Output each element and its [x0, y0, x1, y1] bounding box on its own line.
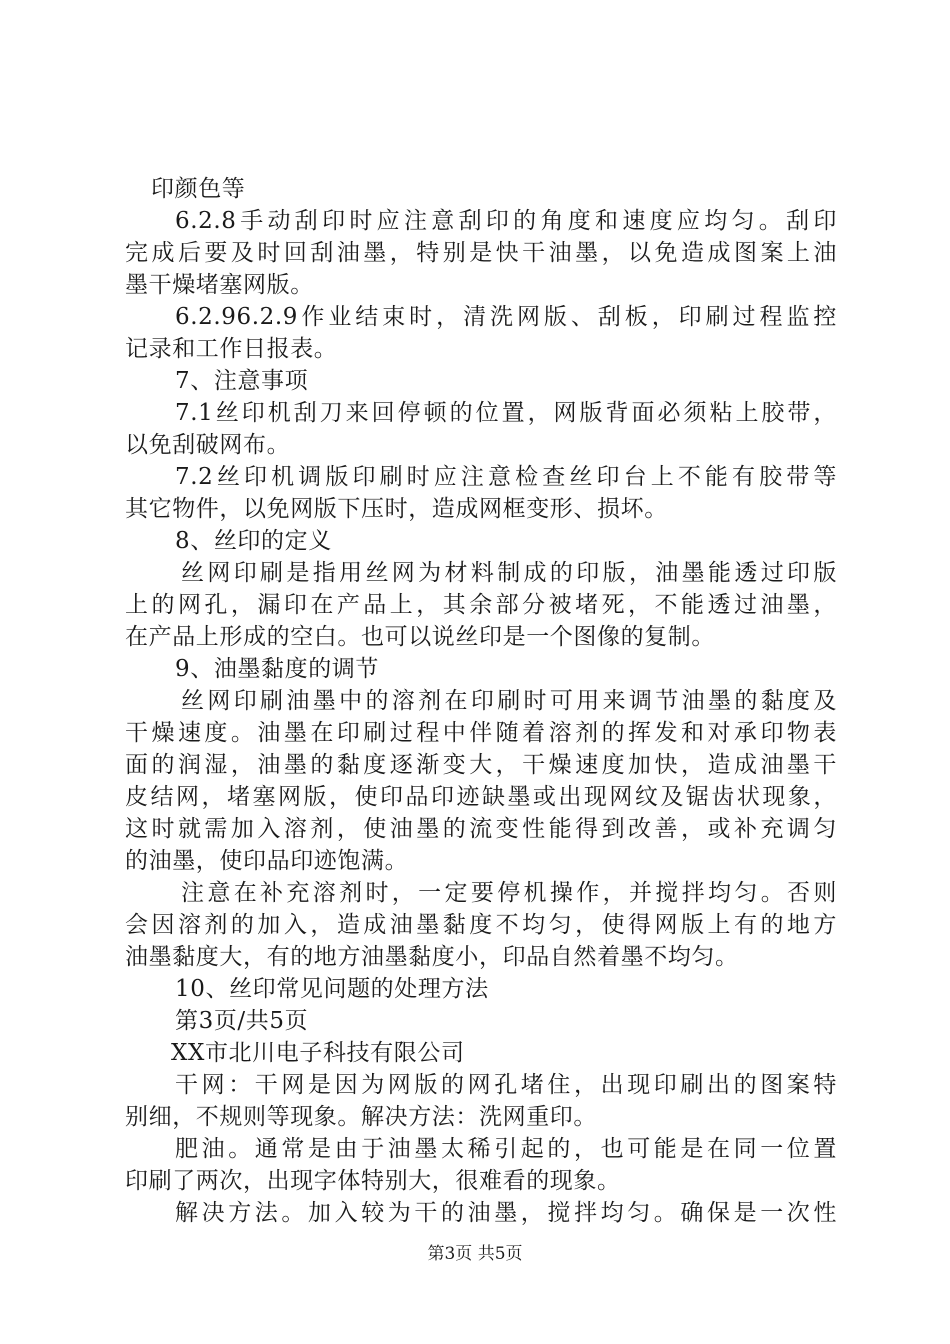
inline-page-marker: 第3页/共5页	[175, 1008, 309, 1034]
page-footer: 第3页 共5页	[427, 1244, 523, 1264]
text-line: 印刷了两次，出现字体特别大，很难看的现象。	[125, 1168, 621, 1194]
text-line: 印颜色等	[151, 176, 246, 202]
text-line: 干燥速度。油墨在印刷过程中伴随着溶剂的挥发和对承印物表	[125, 720, 837, 746]
text-line: 皮结网，堵塞网版，使印品印迹缺墨或出现网纹及锯齿状现象，	[125, 784, 837, 810]
text-line: 以免刮破网布。	[125, 432, 291, 458]
text-line: 6.2.96.2.9作业结束时，清洗网版、刮板，印刷过程监控	[175, 304, 837, 330]
text-line: 解决方法。加入较为干的油墨，搅拌均匀。确保是一次性	[175, 1200, 837, 1226]
text-line: 丝网印刷是指用丝网为材料制成的印版，油墨能透过印版	[181, 560, 837, 586]
text-line: 注意在补充溶剂时，一定要停机操作，并搅拌均匀。否则	[181, 880, 837, 906]
text-line: 油墨黏度大，有的地方油墨黏度小，印品自然着墨不均匀。	[125, 944, 739, 970]
section-heading: 10、丝印常见问题的处理方法	[175, 976, 489, 1002]
text-line: 记录和工作日报表。	[125, 336, 338, 362]
text-line: 7.2丝印机调版印刷时应注意检查丝印台上不能有胶带等	[175, 464, 837, 490]
text-line: 丝网印刷油墨中的溶剂在印刷时可用来调节油墨的黏度及	[181, 688, 837, 714]
text-line: 在产品上形成的空白。也可以说丝印是一个图像的复制。	[125, 624, 715, 650]
text-line: 上的网孔，漏印在产品上，其余部分被堵死，不能透过油墨，	[125, 592, 837, 618]
section-heading: 9、油墨黏度的调节	[175, 656, 380, 682]
text-line: 这时就需加入溶剂，使油墨的流变性能得到改善，或补充调匀	[125, 816, 837, 842]
document-body	[125, 173, 837, 1229]
section-heading: 7、注意事项	[175, 368, 309, 394]
text-line: 肥油。通常是由于油墨太稀引起的，也可能是在同一位置	[175, 1136, 837, 1162]
text-line: 的油墨，使印品印迹饱满。	[125, 848, 409, 874]
company-name: XX市北川电子科技有限公司	[171, 1040, 465, 1066]
text-line: 会因溶剂的加入，造成油墨黏度不均匀，使得网版上有的地方	[125, 912, 837, 938]
text-line: 完成后要及时回刮油墨，特别是快干油墨，以免造成图案上油	[125, 240, 837, 266]
text-line: 面的润湿，油墨的黏度逐渐变大，干燥速度加快，造成油墨干	[125, 752, 837, 778]
section-heading: 8、丝印的定义	[175, 528, 332, 554]
text-line: 干网：干网是因为网版的网孔堵住，出现印刷出的图案特	[175, 1072, 837, 1098]
text-line: 墨干燥堵塞网版。	[125, 272, 314, 298]
text-line: 其它物件，以免网版下压时，造成网框变形、损坏。	[125, 496, 668, 522]
text-line: 别细，不规则等现象。解决方法：洗网重印。	[125, 1104, 597, 1130]
text-line: 6.2.8手动刮印时应注意刮印的角度和速度应均匀。刮印	[175, 208, 837, 234]
text-line: 7.1丝印机刮刀来回停顿的位置，网版背面必须粘上胶带，	[175, 400, 837, 426]
